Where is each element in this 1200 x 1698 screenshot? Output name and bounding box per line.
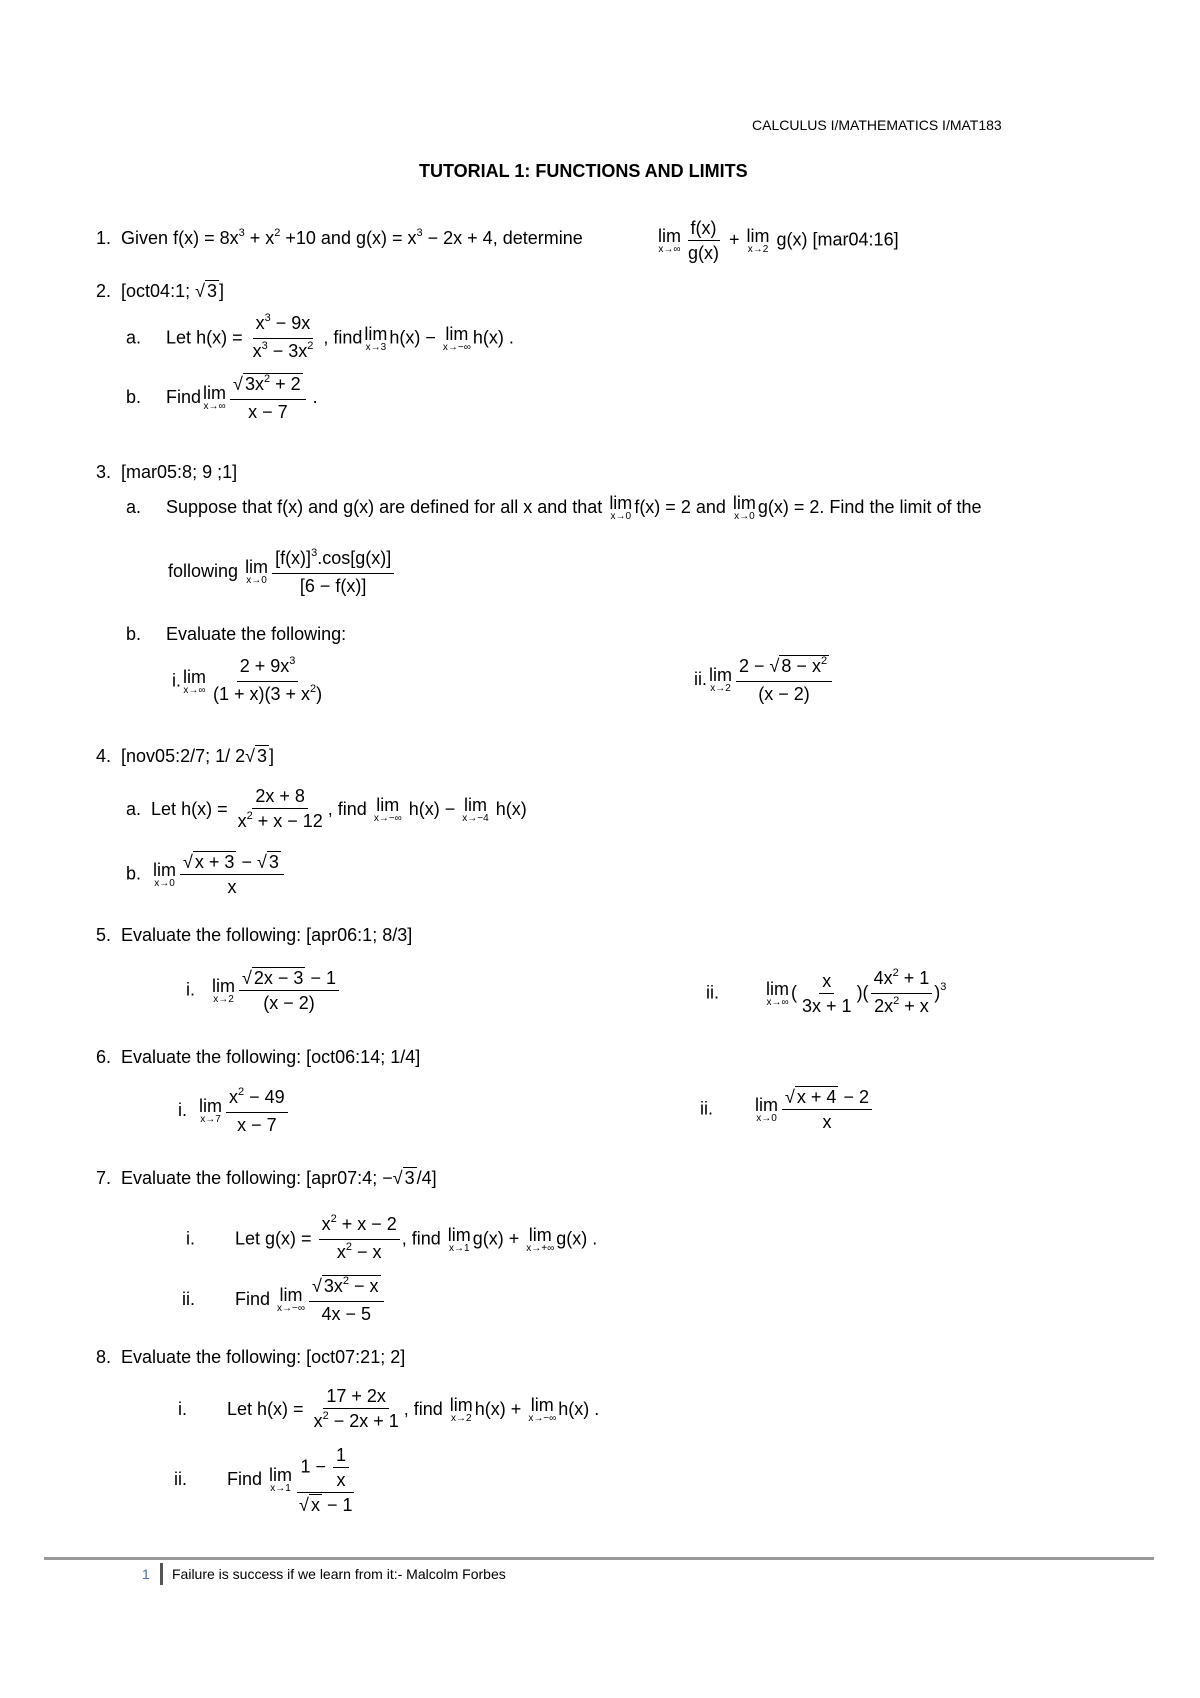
question-8: 8. Evaluate the following: [oct07:21; 2] [96, 1347, 406, 1367]
q3-b-ii: ii. lim x→2 $\frac{2 - √ 8 - x^2}{(x - 2)}$ [694, 656, 834, 704]
q4-part-b: b. lim x→0 $\frac{√ x + 3 - √ 3}{x}$ [126, 852, 286, 897]
q7-i: i. Let g(x) = $\frac{x^2 + x - 2}{x^2 - x}$ , find lim x→1 g(x) + lim x→+∞ g(x) . [186, 1213, 598, 1262]
q2-part-a: a. Let h(x) = $\frac{x^3 - 9x}{x^3 - 3x^2}$ , find lim x→3 h(x) − lim x→−∞ h(x) . [126, 312, 514, 361]
q5-ii: ii. lim x→∞ ( $\frac{x}{3x + 1}$ )( $\frac{4x^2 + 1}{2x^2 + x}$ )$^3$ [706, 967, 947, 1016]
q3-part-b: b. Evaluate the following: [126, 624, 347, 644]
footer-quote: Failure is success if we learn from it:- Malcolm Forbes [172, 1566, 506, 1582]
question-1 [96, 228, 583, 251]
q5-i: i. lim x→2 $\frac{√ 2x - 3 - 1}{(x - 2)}$ [186, 968, 341, 1013]
q1-expression: lim x→∞ $\frac{f(x)}{g(x)}$ + lim x→2 g(x) [mar04:16] [658, 218, 899, 263]
document-header: CALCULUS I/MATHEMATICS I/MAT183 [752, 117, 1002, 133]
q1-reference: [mar04:16] [812, 229, 899, 250]
q8-i: i. Let h(x) = $\frac{17 + 2x}{x^2 - 2x + 1}$ , find lim x→2 h(x) + lim x→−∞ h(x) . [178, 1386, 600, 1431]
q4-part-a: a. Let h(x) = $\frac{2x + 8}{x^2 + x - 12}$ , find lim x→−∞ h(x) − lim x→−4 h(x) [126, 786, 527, 831]
q1-g-def: $g(x) = x^3 - 2x + 4$ [355, 227, 493, 248]
q3-following: following lim x→0 $\frac{[f(x)]^3.\cos[g(x)]}{[6 - f(x)]}$ [168, 548, 396, 596]
question-2: 2. [oct04:1; √ 3 ] [96, 281, 225, 301]
question-3: 3. [mar05:8; 9 ;1] [96, 462, 238, 482]
page-title: TUTORIAL 1: FUNCTIONS AND LIMITS [419, 161, 748, 181]
question-4: 4. [nov05:2/7; 1/ 2√ 3 ] [96, 746, 275, 766]
question-7: 7. Evaluate the following: [apr07:4; −√ 3 /4] [96, 1168, 437, 1188]
footer-divider [44, 1557, 1154, 1560]
q1-f-def: $f(x) = 8x^3 + x^2 +10$ [173, 227, 316, 248]
q2-answer: 3 [206, 281, 217, 301]
question-5: 5. Evaluate the following: [apr06:1; 8/3] [96, 925, 413, 945]
q6-ii: ii. lim x→0 $\frac{√ x + 4 - 2}{x}$ [700, 1087, 874, 1132]
q2-part-b: b. Find lim x→∞ $\frac{√ 3x^2 + 2}{x - 7}$ . [126, 373, 318, 422]
q3-part-a: a. Suppose that f(x) and g(x) are defined for all x and that lim x→0 f(x) = 2 and lim x→0 g(x) = 2. Find the limit of the [126, 493, 982, 522]
q8-ii: ii. Find lim x→1 1 − $\frac{1}{x}$ √ x − 1 [174, 1445, 353, 1515]
page-number: 1 [142, 1566, 150, 1582]
q1-number: 1. [96, 228, 112, 248]
q1-determine: , determine [492, 228, 583, 248]
q3-b-i: i. lim x→∞ $\frac{2 + 9x^3}{(1 + x)(3 + x^2)}$ [172, 655, 323, 704]
q6-i: i. lim x→7 $\frac{x^2 - 49}{x - 7}$ [178, 1087, 290, 1135]
question-6: 6. Evaluate the following: [oct06:14; 1/4] [96, 1047, 421, 1067]
q1-and: and [320, 228, 351, 248]
q1-given: Given [121, 228, 169, 248]
footer-separator [160, 1563, 163, 1585]
q7-ii: ii. Find lim x→−∞ $\frac{√ 3x^2 - x}{4x - 5}$ [182, 1276, 386, 1324]
